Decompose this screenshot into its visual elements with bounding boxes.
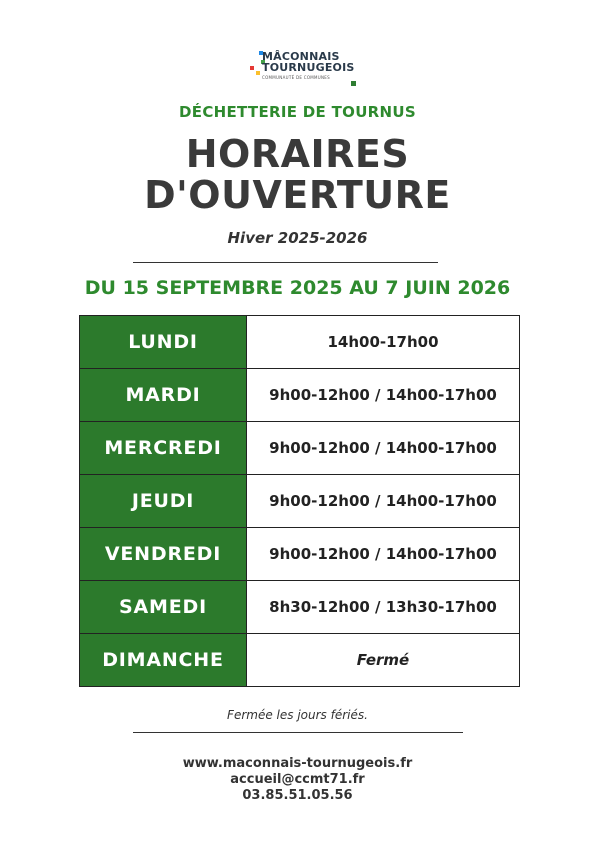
logo-mark-icon [351,81,356,86]
day-cell: VENDREDI [80,528,247,581]
logo-line3: COMMUNAUTÉ DE COMMUNES [262,75,330,80]
hours-cell: 9h00-12h00 / 14h00-17h00 [247,475,520,528]
table-row [80,475,520,528]
hours-cell: 14h00-17h00 [247,316,520,369]
table-row [80,422,520,475]
day-cell: LUNDI [80,316,247,369]
website-link[interactable]: www.maconnais-tournugeois.fr [182,756,413,771]
facility-name: DÉCHETTERIE DE TOURNUS [179,103,416,121]
hours-cell: 9h00-12h00 / 14h00-17h00 [247,422,520,475]
holiday-note: Fermée les jours fériés. [227,708,368,722]
logo [248,50,358,90]
table-row [80,528,520,581]
hours-cell-closed: Fermé [247,634,520,687]
hours-cell: 9h00-12h00 / 14h00-17h00 [247,369,520,422]
hours-cell: 9h00-12h00 / 14h00-17h00 [247,528,520,581]
season-label: Hiver 2025-2026 [227,229,368,247]
logo-line1: MÂCONNAIS [262,50,340,63]
divider [133,262,438,263]
table-row [80,634,520,687]
title-line2: D'OUVERTURE [144,173,451,217]
phone-number: 03.85.51.05.56 [242,788,353,803]
email-link[interactable]: accueil@ccmt71.fr [230,772,365,787]
day-cell: DIMANCHE [80,634,247,687]
hours-cell: 8h30-12h00 / 13h30-17h00 [247,581,520,634]
title-line1: HORAIRES [185,132,410,176]
schedule-table [79,315,520,687]
divider [133,732,463,733]
day-cell: SAMEDI [80,581,247,634]
day-cell: MERCREDI [80,422,247,475]
table-row [80,369,520,422]
table-row [80,581,520,634]
day-cell: JEUDI [80,475,247,528]
day-cell: MARDI [80,369,247,422]
period-label: DU 15 SEPTEMBRE 2025 AU 7 JUIN 2026 [84,277,511,299]
logo-line2: TOURNUGEOIS [262,61,355,74]
table-row [80,316,520,369]
